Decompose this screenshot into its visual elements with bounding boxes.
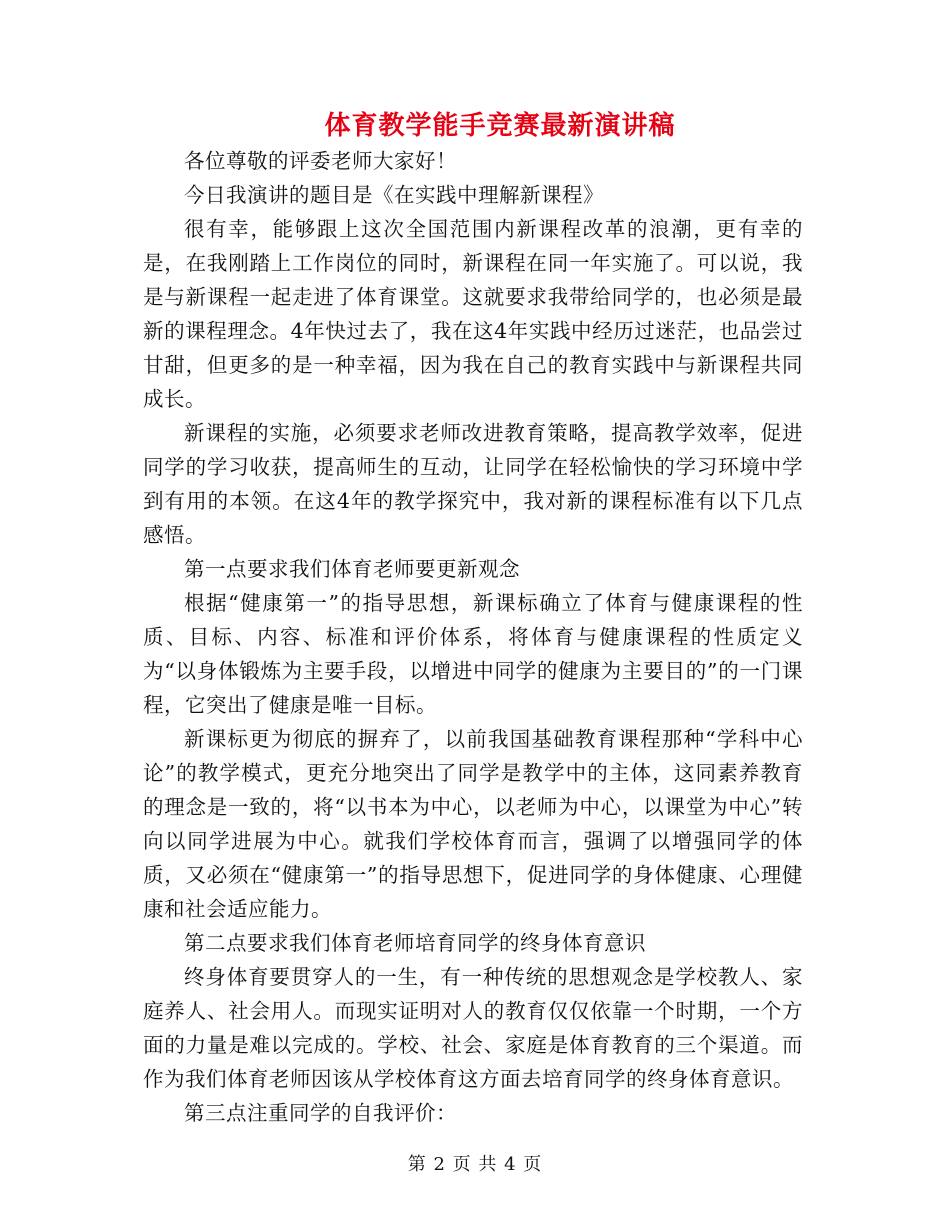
paragraph-intro: 很有幸，能够跟上这次全国范围内新课程改革的浪潮，更有幸的是，在我刚踏上工作岗位的同时，新课程在同一年实施了。可以说，我是与新课程一起走进了体育课堂。这就要求我带给同学的，也必须是最新的课程理念。4年快过去了，我在这4年实践中经历过迷茫，也品尝过甘甜，但更多的是一种幸福，因为我在自己的教育实践中与新课程共同成长。 (143, 217, 803, 411)
document-body (143, 144, 803, 1130)
section-heading-1: 第一点要求我们体育老师要更新观念 (184, 557, 520, 581)
paragraph-topic: 今日我演讲的题目是《在实践中理解新课程》 (184, 183, 604, 207)
page-number-footer: 第 2 页 共 4 页 (407, 1154, 543, 1175)
document-title: 体育教学能手竞赛最新演讲稿 (324, 111, 676, 141)
paragraph-implementation: 新课程的实施，必须要求老师改进教育策略，提高教学效率，促进同学的学习收获，提高师生的互动，让同学在轻松愉快的学习环境中学到有用的本领。在这4年的教学探究中，我对新的课程标准有以下几点感悟。 (143, 421, 803, 547)
paragraph-new-standard: 新课标更为彻底的摒弃了，以前我国基础教育课程那种“学科中心论”的教学模式，更充分地突出了同学是教学中的主体，这同素养教育的理念是一致的，将“以书本为中心，以老师为中心，以课堂为中心”转向以同学进展为中心。就我们学校体育而言，强调了以增强同学的体质，又必须在“健康第一”的指导思想下，促进同学的身体健康、心理健康和社会适应能力。 (143, 727, 803, 921)
section-heading-2: 第二点要求我们体育老师培育同学的终身体育意识 (184, 931, 646, 955)
paragraph-health-first: 根据“健康第一”的指导思想，新课标确立了体育与健康课程的性质、目标、内容、标准和评价体系，将体育与健康课程的性质定义为“以身体锻炼为主要手段，以增进中同学的健康为主要目的”的一门课程，它突出了健康是唯一目标。 (143, 591, 803, 717)
paragraph-greeting: 各位尊敬的评委老师大家好！ (184, 149, 457, 173)
section-heading-3: 第三点注重同学的自我评价： (184, 1101, 457, 1125)
paragraph-lifelong-sports: 终身体育要贯穿人的一生，有一种传统的思想观念是学校教人、家庭养人、社会用人。而现实证明对人的教育仅仅依靠一个时期，一个方面的力量是难以完成的。学校、社会、家庭是体育教育的三个渠道。而作为我们体育老师因该从学校体育这方面去培育同学的终身体育意识。 (143, 965, 803, 1091)
